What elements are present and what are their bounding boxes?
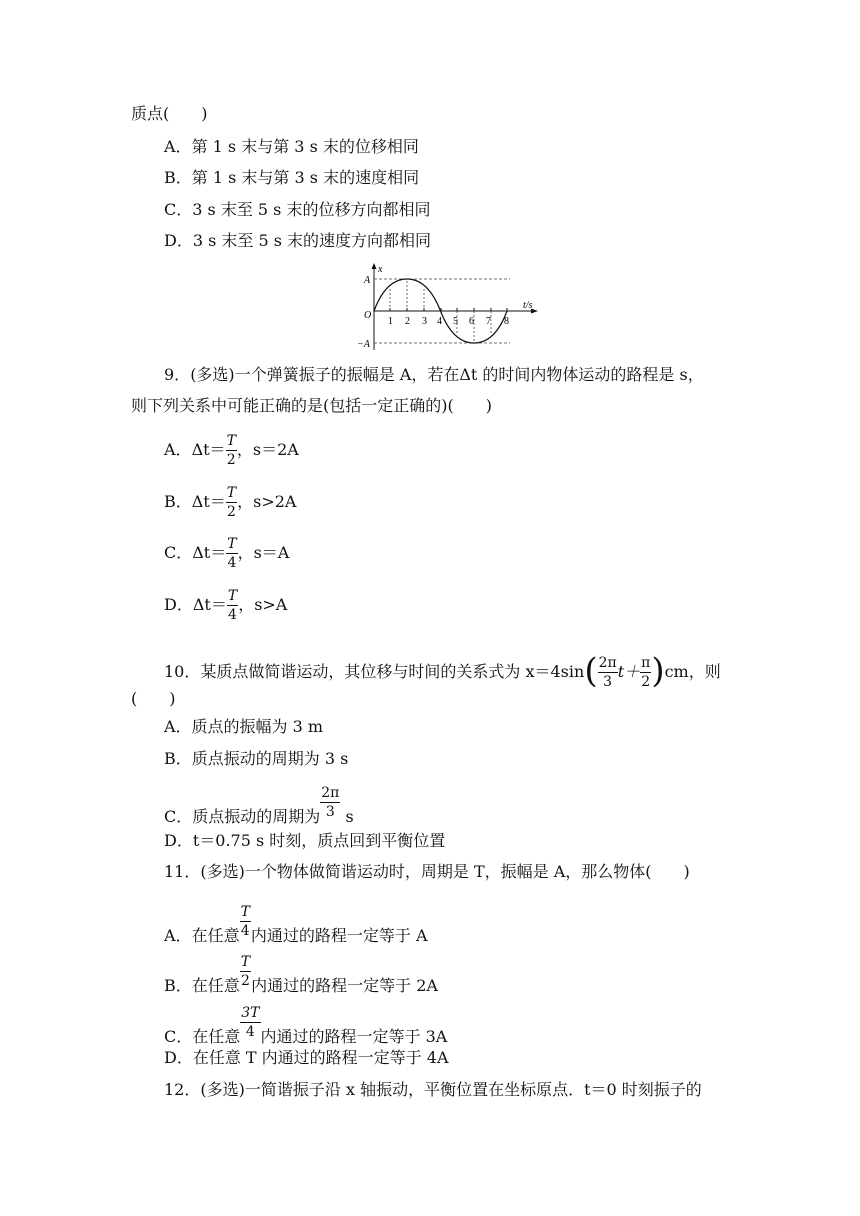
q11-stem: 11．(多选)一个物体做简谐运动时，周期是 T，振幅是 A，那么物体( ) (164, 862, 690, 881)
amp-pos-label: A (364, 275, 371, 286)
tick-label: 7 (486, 316, 491, 327)
q11-option-a: A．在任意 $\frac{T}{4}$ 内通过的路程一定等于 A (164, 904, 428, 945)
y-axis-label: x (378, 264, 383, 275)
q10-option-b: B．质点振动的周期为 3 s (164, 749, 349, 768)
q11-option-c: C．在任意 $\frac{3T}{4}$ 内通过的路程一定等于 3A (164, 1005, 448, 1046)
tick-label: 8 (504, 316, 509, 327)
q9-option-d: D．Δt＝ $\frac{T}{4}$ ，s>A (164, 588, 288, 623)
q10-stem: 10．某质点做简谐运动，其位移与时间的关系式为 x＝4sin( $\frac{2\pi}{3}$ t＋ $\frac{\pi}{2}$ )cm，则 (164, 651, 721, 691)
q8-stem-end: 质点( ) (131, 104, 208, 123)
q9-option-c: C．Δt＝ $\frac{T}{4}$ ，s＝A (164, 536, 290, 571)
origin-label: O (364, 310, 372, 321)
q10-option-a: A．质点的振幅为 3 m (164, 717, 324, 736)
q8-option-b: B．第 1 s 末与第 3 s 末的速度相同 (164, 168, 420, 187)
tick-label: 1 (388, 316, 393, 327)
q11-option-d: D．在任意 T 内通过的路程一定等于 4A (164, 1048, 449, 1067)
q10-option-d: D．t＝0.75 s 时刻，质点回到平衡位置 (164, 831, 446, 850)
q9-option-b: B．Δt＝ $\frac{T}{2}$ ，s>2A (164, 485, 297, 520)
amp-neg-label: −A (357, 339, 370, 350)
q9-stem-line1: 9．(多选)一个弹簧振子的振幅是 A，若在Δt 的时间内物体运动的路程是 s， (164, 365, 704, 384)
q10-option-c: C．质点振动的周期为 $\frac{2\pi}{3}$ s (164, 785, 354, 826)
tick-label: 3 (422, 316, 427, 327)
q8-option-d: D．3 s 末至 5 s 末的速度方向都相同 (164, 231, 432, 250)
tick-label: 4 (437, 316, 442, 327)
q9-option-a: A．Δt＝ $\frac{T}{2}$ ，s＝2A (164, 433, 299, 468)
q9-stem-line2: 则下列关系中可能正确的是(包括一定正确的)( ) (131, 396, 492, 415)
tick-label: 6 (469, 316, 474, 327)
q8-option-c: C．3 s 末至 5 s 末的位移方向都相同 (164, 200, 431, 219)
tick-label: 5 (453, 316, 458, 327)
q11-option-b: B．在任意 $\frac{T}{2}$ 内通过的路程一定等于 2A (164, 954, 438, 995)
oscillation-graph (355, 262, 545, 352)
q8-option-a: A．第 1 s 末与第 3 s 末的位移相同 (164, 137, 419, 156)
q10-stem-line2: ( ) (131, 689, 176, 708)
q12-stem: 12．(多选)一简谐振子沿 x 轴振动，平衡位置在坐标原点．t＝0 时刻振子的 (164, 1080, 702, 1099)
tick-label: 2 (405, 316, 410, 327)
x-axis-label: t/s (523, 300, 533, 311)
